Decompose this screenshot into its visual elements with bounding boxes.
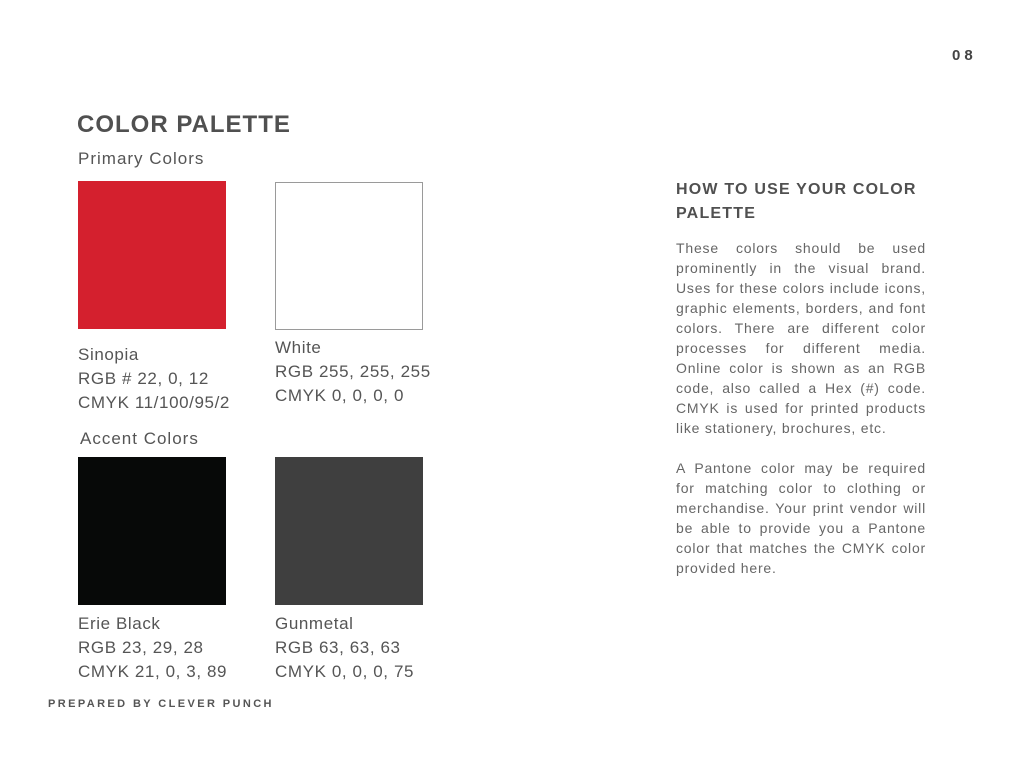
- color-name: Gunmetal: [275, 614, 354, 633]
- color-name: Erie Black: [78, 614, 161, 633]
- color-info-gunmetal: [275, 612, 414, 684]
- color-swatch-white: [275, 182, 423, 330]
- color-info-white: [275, 336, 431, 408]
- color-swatch-erie-black: [78, 457, 226, 605]
- page-number: 08: [952, 47, 977, 64]
- color-cmyk: CMYK 11/100/95/2: [78, 393, 230, 412]
- usage-guide: [676, 178, 926, 598]
- pantone-paragraph: A Pantone color may be required for matching color to clothing or merchandise. Your print vendor will be able to provide you a Pantone color that matches the CMYK color provided here.: [676, 460, 926, 576]
- color-rgb: RGB 63, 63, 63: [275, 638, 401, 657]
- primary-colors-label: Primary Colors: [78, 149, 205, 168]
- color-name: Sinopia: [78, 345, 139, 364]
- color-info-erie-black: [78, 612, 227, 684]
- color-cmyk: CMYK 0, 0, 0, 0: [275, 386, 404, 405]
- color-cmyk: CMYK 21, 0, 3, 89: [78, 662, 228, 681]
- page-title: COLOR PALETTE: [77, 111, 291, 138]
- color-name: White: [275, 338, 322, 357]
- color-rgb: RGB 255, 255, 255: [275, 362, 431, 381]
- color-swatch-gunmetal: [275, 457, 423, 605]
- footer-credit: PREPARED BY CLEVER PUNCH: [48, 698, 274, 710]
- color-swatch-sinopia: [78, 181, 226, 329]
- color-rgb: RGB 23, 29, 28: [78, 638, 204, 657]
- color-rgb: RGB # 22, 0, 12: [78, 369, 209, 388]
- accent-colors-label: Accent Colors: [80, 429, 199, 448]
- usage-guide-paragraph: These colors should be used prominently in the visual brand. Uses for these colors include icons, graphic elements, borders, and font colors. There are different color processes for different media. Online color is shown as an RGB code, also called a Hex (#) code. CMYK is used for printed products like stationery, brochures, etc.: [676, 240, 926, 436]
- usage-guide-title: HOW TO USE YOUR COLOR PALETTE: [676, 181, 917, 222]
- color-cmyk: CMYK 0, 0, 0, 75: [275, 662, 415, 681]
- color-info-sinopia: [78, 343, 230, 415]
